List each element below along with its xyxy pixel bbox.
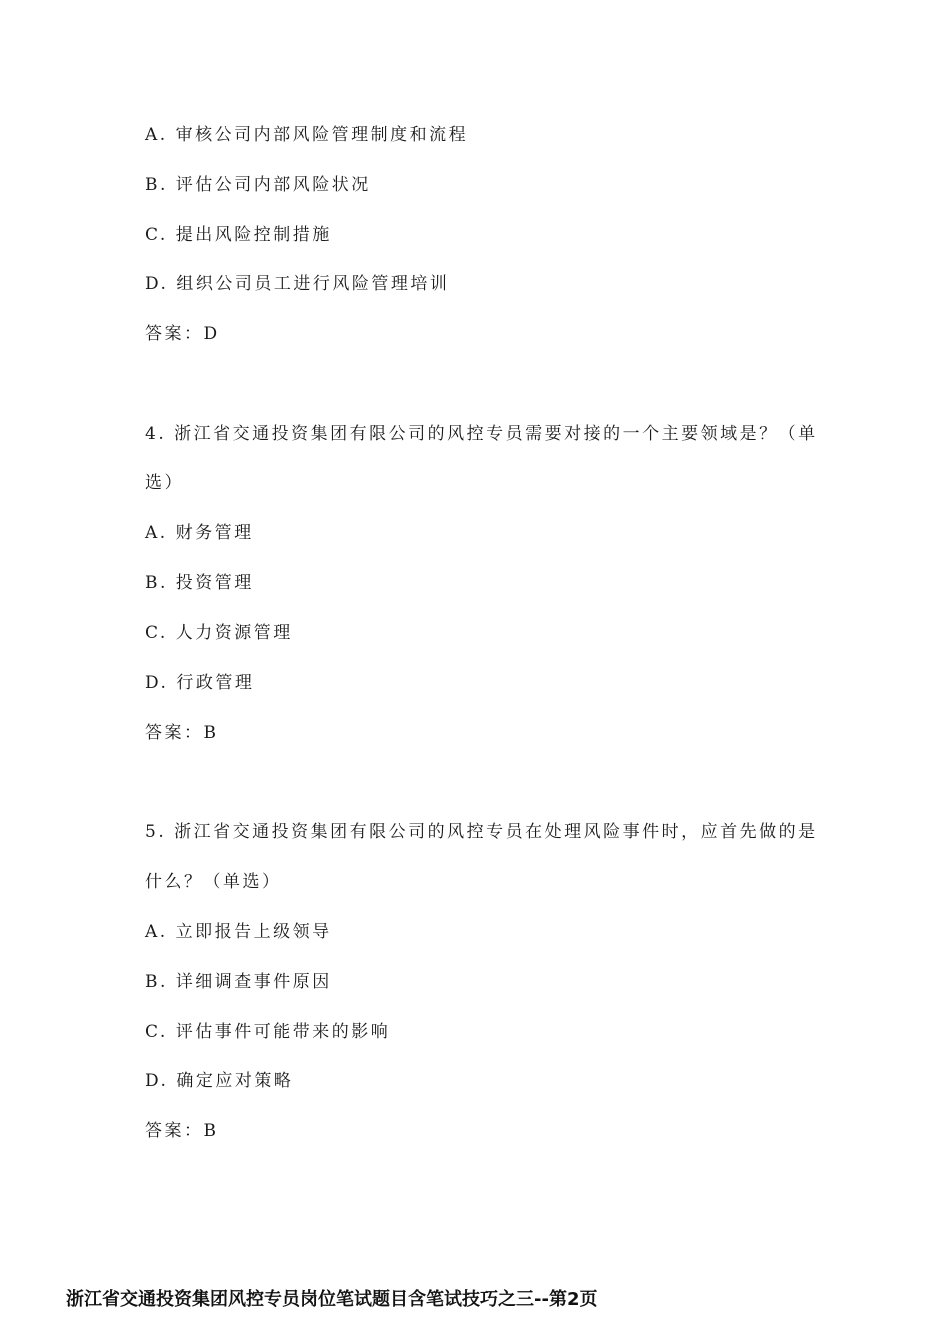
q5-question-line1: 5. 浙江省交通投资集团有限公司的风控专员在处理风险事件时，应首先做的是: [145, 822, 818, 842]
q5-question-line2: 什么？（单选）: [145, 872, 282, 892]
q5-option-a: A. 立即报告上级领导: [145, 922, 332, 942]
q4-answer: 答案：B: [145, 723, 219, 743]
q3-option-d: D. 组织公司员工进行风险管理培训: [145, 274, 450, 294]
q3-answer: 答案：D: [145, 324, 220, 344]
q3-option-a: A. 审核公司内部风险管理制度和流程: [145, 125, 469, 145]
q4-question-line2: 选）: [145, 473, 184, 493]
q5-option-d: D. 确定应对策略: [145, 1071, 294, 1091]
q3-option-b: B. 评估公司内部风险状况: [145, 175, 371, 195]
q4-option-d: D. 行政管理: [145, 673, 255, 693]
page-footer: 浙江省交通投资集团风控专员岗位笔试题目含笔试技巧之三--第2页: [66, 1289, 598, 1310]
q4-option-a: A. 财务管理: [145, 523, 254, 543]
q5-answer: 答案：B: [145, 1121, 219, 1141]
q5-option-c: C. 评估事件可能带来的影响: [145, 1022, 391, 1042]
q4-option-b: B. 投资管理: [145, 573, 254, 593]
q5-option-b: B. 详细调查事件原因: [145, 972, 332, 992]
q4-question-line1: 4. 浙江省交通投资集团有限公司的风控专员需要对接的一个主要领域是？（单: [145, 424, 818, 444]
q3-option-c: C. 提出风险控制措施: [145, 225, 332, 245]
q4-option-c: C. 人力资源管理: [145, 623, 293, 643]
